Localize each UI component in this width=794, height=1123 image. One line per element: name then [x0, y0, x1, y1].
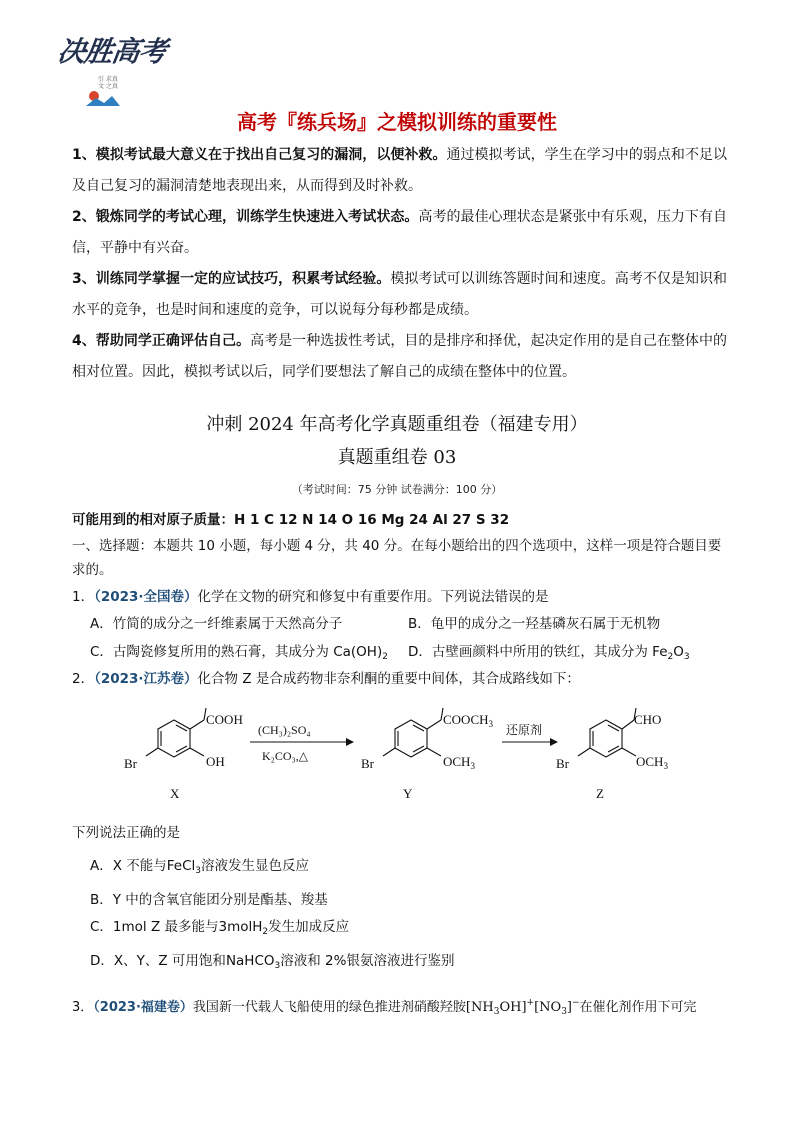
reaction-arrow-1-head [346, 738, 354, 746]
point-3-lead: 3、训练同学掌握一定的应试技巧，积累考试经验。 [72, 271, 391, 287]
point-2-lead: 2、锻炼同学的考试心理，训练学生快速进入考试状态。 [72, 209, 419, 225]
y-br-label: Br [361, 756, 374, 771]
x-cooh-label: COOH [206, 712, 243, 727]
question-3-source: （2023·福建卷） [93, 1000, 193, 1015]
y-ester-text: COOCH [443, 712, 489, 727]
q3-anion-a: [NO [534, 1000, 562, 1015]
q2-a-sub: 3 [195, 866, 202, 876]
question-2-number: 2． [72, 671, 95, 687]
question-2-option-c [90, 916, 750, 943]
x-br-label: Br [124, 756, 137, 771]
atomic-masses: 可能用到的相对原子质量：H 1 C 12 N 14 O 16 Mg 24 Al 27 S 32 [72, 512, 510, 528]
compound-z-label: Z [596, 786, 604, 801]
main-title: 高考『练兵场』之模拟训练的重要性 [237, 110, 557, 134]
question-2-stem [72, 668, 732, 690]
q2-d-pre: D．X、Y、Z 可用饱和 [90, 953, 226, 969]
z-och3-text: OCH [636, 754, 664, 769]
question-1-option-d-sub2: 3 [683, 652, 690, 662]
q2-a-pre: A．X 不能与 [90, 858, 167, 874]
point-4 [72, 326, 727, 388]
question-1-option-d-mid: O [673, 644, 684, 660]
point-2-body: 高考的最佳心理状态是紧张中有乐观，压力下有自信，平静中有兴奋。 [72, 209, 727, 256]
q2-a-chem: FeCl [166, 858, 196, 874]
q2-a-post: 溶液发生显色反应 [201, 858, 310, 874]
question-2-source: （2023·江苏卷） [94, 671, 198, 687]
exam-meta: （考试时间：75 分钟 试卷满分：100 分） [291, 483, 503, 496]
exam-title: 冲刺 2024 年高考化学真题重组卷（福建专用） [206, 414, 588, 435]
question-1-source: （2023·全国卷） [94, 589, 198, 605]
reagent-1-top: (CH₃)₂SO₄ [258, 723, 311, 737]
y-ester-sub: 3 [488, 719, 494, 729]
point-2 [72, 202, 727, 264]
question-1-option-c [90, 641, 410, 668]
reagent-2-top: 还原剂 [506, 723, 543, 737]
logo-sub-line-1: 引 求真 [98, 76, 118, 83]
question-2-option-d [90, 950, 750, 977]
question-1-option-b: B．龟甲的成分之一羟基磷灰石属于无机物 [408, 616, 661, 632]
x-oh-label: OH [206, 754, 225, 769]
question-3-stem [72, 992, 732, 1023]
z-br-label: Br [556, 756, 569, 771]
question-2-option-a [90, 855, 750, 882]
q3-anion [534, 1000, 579, 1015]
question-1-option-d [408, 641, 738, 668]
y-och3-text: OCH [443, 754, 471, 769]
q3-anion-charge: − [572, 998, 580, 1008]
question-1-stem [72, 586, 732, 608]
question-1-number: 1． [72, 589, 95, 605]
exam-subtitle: 真题重组卷 03 [337, 447, 457, 468]
question-2-text: 化合物 Z 是合成药物非奈利酮的重要中间体，其合成路线如下： [197, 671, 580, 687]
question-2-option-b: B．Y 中的含氧官能团分别是酯基、羧基 [90, 892, 328, 908]
q2-d-post: 溶液和 2%银氨溶液进行鉴别 [280, 953, 455, 969]
q2-d-sub: 3 [274, 961, 281, 971]
logo-text: 决胜高考 [55, 35, 169, 68]
y-ester-label [443, 712, 494, 729]
ring-x [146, 708, 206, 757]
question-1-option-a: A．竹简的成分之一纤维素属于天然高分子 [90, 616, 343, 632]
q3-cation-b: OH] [499, 1000, 527, 1015]
question-1-text: 化学在文物的研究和修复中有重要作用。下列说法错误的是 [197, 589, 549, 605]
compound-x-label: X [170, 786, 180, 801]
question-3-tail: 在催化剂作用下可完 [579, 1000, 697, 1015]
synthesis-scheme [110, 698, 690, 806]
q3-cation-a: [NH [465, 1000, 494, 1015]
logo [55, 30, 176, 112]
logo-sub-line-2: 文 之真 [98, 83, 118, 90]
q3-anion-b: ] [566, 1000, 572, 1015]
logo-mountain-icon [86, 88, 120, 108]
question-1-option-d-text: D．古壁画颜料中所用的铁红，其成分为 Fe [408, 644, 668, 660]
q2-c-post: 发生加成反应 [268, 919, 350, 935]
point-4-lead: 4、帮助同学正确评估自己。 [72, 333, 251, 349]
section-instructions: 一、选择题：本题共 10 小题，每小题 4 分，共 40 分。在每小题给出的四个选项中，这样一项是符合题目要求的。 [72, 538, 722, 578]
reagent-1-bottom: K₂CO₃,△ [262, 749, 308, 763]
question-2-prompt: 下列说法正确的是 [72, 825, 180, 841]
question-3-text: 我国新一代载人飞船使用的绿色推进剂硝酸羟胺 [192, 1000, 466, 1015]
point-3-body: 模拟考试可以训练答题时间和速度。高考不仅是知识和水平的竞争，也是时间和速度的竞争，可以说每分每秒都是成绩。 [72, 271, 727, 318]
y-och3-sub: 3 [470, 761, 475, 771]
q2-d-chem: NaHCO [225, 953, 275, 969]
point-1-body: 通过模拟考试，学生在学习中的弱点和不足以及自己复习的漏洞清楚地表现出来，从而得到及时补救。 [72, 147, 727, 194]
q3-cation-charge: + [526, 998, 535, 1008]
ring-y [383, 708, 443, 757]
z-och3-label [636, 754, 668, 771]
q2-c-sub: 2 [262, 927, 269, 937]
z-och3-sub: 3 [663, 761, 668, 771]
q3-cation [466, 1000, 534, 1015]
reaction-arrow-2-head [550, 738, 558, 746]
point-3 [72, 264, 727, 326]
y-och3-label [443, 754, 475, 771]
question-1-option-c-text: C．古陶瓷修复所用的熟石膏，其成分为 Ca(OH) [90, 644, 383, 660]
point-1 [72, 140, 727, 202]
q2-c-chem: 3molH [218, 919, 263, 935]
q3-anion-sub: 3 [561, 1007, 567, 1017]
point-4-body: 高考是一种选拔性考试，目的是排序和择优，起决定作用的是自己在整体中的相对位置。因此，模拟考试以后，同学们要想法了解自己的成绩在整体中的位置。 [72, 333, 727, 380]
point-1-lead: 1、模拟考试最大意义在于找出自己复习的漏洞，以便补救。 [72, 147, 447, 163]
ring-z [578, 708, 636, 757]
q3-cation-sub: 3 [493, 1007, 500, 1017]
z-cho-label: CHO [634, 712, 662, 727]
q2-c-pre: C．1mol Z 最多能与 [90, 919, 219, 935]
compound-y-label: Y [403, 786, 413, 801]
question-3-number: 3． [72, 1000, 94, 1015]
question-1-option-c-sub: 2 [382, 652, 388, 662]
question-1-option-d-sub1: 2 [667, 652, 674, 662]
